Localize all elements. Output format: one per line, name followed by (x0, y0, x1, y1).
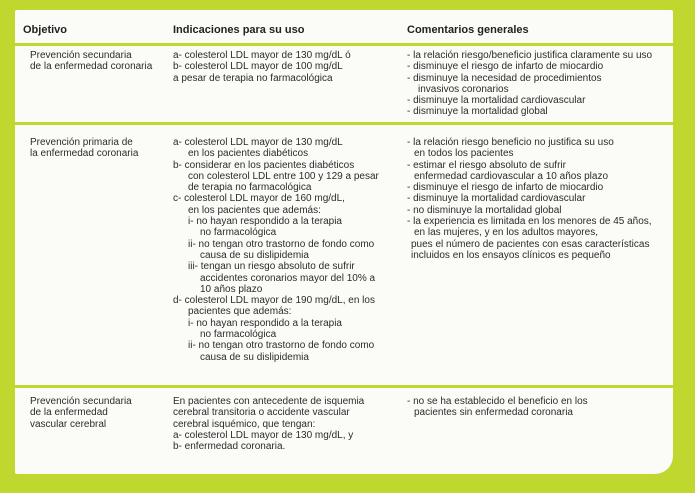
row3-comentarios (407, 396, 588, 419)
row-divider (15, 122, 673, 125)
text-line: - la experiencia es limitada en los menores de 45 años, (407, 216, 652, 228)
text-line: a- colesterol LDL mayor de 130 mg/dL (173, 137, 343, 148)
text-line: - la relación riesgo beneficio no justifica su uso (407, 137, 614, 148)
text-line: - disminuye la mortalidad cardiovascular (407, 193, 586, 205)
header-comentarios: Comentarios generales (407, 24, 529, 36)
text-line: c- colesterol LDL mayor de 160 mg/dL, (173, 193, 345, 205)
row2-objetivo (30, 137, 138, 160)
text-line: iii- tengan un riesgo absoluto de sufrir (188, 261, 355, 273)
text-line: Prevención primaria de (30, 137, 133, 148)
text-line: incluidos en los ensayos clínicos es pequeño (411, 249, 611, 261)
text-line: causa de su dislipidemia (200, 351, 309, 363)
text-line: causa de su dislipidemia (200, 249, 309, 261)
text-line: i- no hayan respondido a la terapia (188, 216, 342, 228)
text-line: i- no hayan respondido a la terapia (188, 317, 342, 329)
recommendations-table (15, 10, 673, 474)
text-line: ii- no tengan otro trastorno de fondo como (188, 340, 375, 352)
row3-objetivo (30, 396, 132, 430)
text-line: d- colesterol LDL mayor de 190 mg/dL, en los (173, 295, 375, 307)
row3-indicaciones (173, 396, 364, 452)
table-header (15, 10, 673, 43)
text-line: ii- no tengan otro trastorno de fondo como (188, 238, 375, 250)
text-line: con colesterol LDL entre 100 y 129 a pesar (188, 170, 379, 182)
text-line: a pesar de terapia no farmacológica (173, 72, 333, 84)
text-line: vascular cerebral (30, 418, 107, 430)
text-line: b- considerar en los pacientes diabéticos (173, 159, 355, 171)
text-line: cerebral isquémico, que tengan: (173, 418, 316, 430)
text-line: de la enfermedad (30, 407, 108, 419)
text-line: enfermedad cardiovascular a 10 años plazo (414, 170, 609, 182)
row1-indicaciones (173, 50, 351, 84)
text-line: Prevención secundaria (30, 396, 132, 407)
text-line: b- enfermedad coronaria. (173, 441, 286, 453)
text-line: en los pacientes que además: (188, 204, 321, 216)
text-line: pues el número de pacientes con esas características (411, 238, 650, 250)
text-line: 10 años plazo (200, 283, 263, 295)
row1-objetivo (30, 50, 152, 73)
text-line: - no disminuye la mortalidad global (407, 204, 562, 216)
text-line: accidentes coronarios mayor del 10% a (200, 272, 376, 284)
text-line: no farmacológica (200, 227, 277, 239)
text-line: - disminuye la mortalidad cardiovascular (407, 95, 586, 107)
row1-comentarios (407, 50, 652, 118)
text-line: en los pacientes diabéticos (188, 148, 309, 160)
text-line: En pacientes con antecedente de isquemia (173, 396, 365, 407)
text-line: Prevención secundaria (30, 50, 132, 61)
text-line: en todos los pacientes (414, 148, 514, 160)
header-objetivo: Objetivo (23, 24, 68, 36)
text-line: a- colesterol LDL mayor de 130 mg/dL ó (173, 50, 351, 61)
text-line: - disminuye la necesidad de procedimientos (407, 72, 602, 84)
text-line: no farmacológica (200, 329, 277, 341)
text-line: - disminuye la mortalidad global (407, 106, 548, 118)
row2-comentarios (407, 137, 652, 261)
text-line: de la enfermedad coronaria (30, 61, 153, 73)
row-divider (15, 385, 673, 388)
text-line: - disminuye el riesgo de infarto de miocardio (407, 61, 604, 73)
row2-indicaciones (173, 137, 379, 363)
text-line: - no se ha establecido el beneficio en los (407, 396, 588, 407)
text-line: - estimar el riesgo absoluto de sufrir (407, 159, 566, 171)
text-line: a- colesterol LDL mayor de 130 mg/dL, y (173, 429, 354, 441)
text-line: b- colesterol LDL mayor de 100 mg/dL (173, 61, 343, 73)
header-indicaciones: Indicaciones para su uso (173, 24, 305, 36)
text-line: de terapia no farmacológica (188, 182, 312, 194)
text-line: invasivos coronarios (418, 83, 509, 95)
text-line: pacientes sin enfermedad coronaria (414, 407, 573, 419)
text-line: pacientes que además: (188, 306, 292, 318)
text-line: - la relación riesgo/beneficio justifica claramente su uso (407, 50, 653, 61)
header-divider (15, 43, 673, 46)
text-line: cerebral transitoria o accidente vascular (173, 407, 350, 419)
text-line: en las mujeres, y en los adultos mayores, (414, 227, 598, 239)
text-line: la enfermedad coronaria (30, 148, 139, 160)
text-line: - disminuye el riesgo de infarto de miocardio (407, 182, 604, 194)
